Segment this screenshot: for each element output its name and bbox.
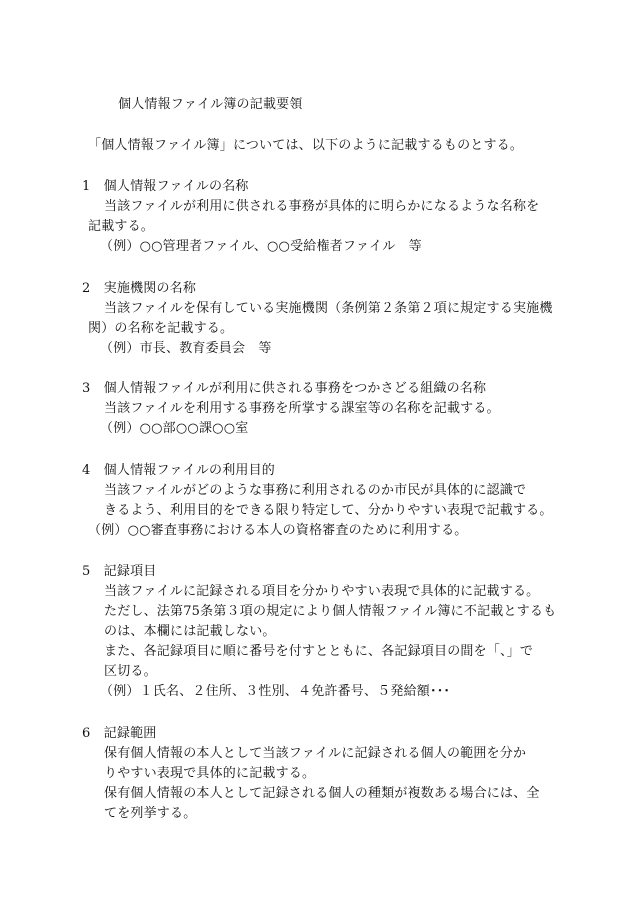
section-2-heading: 2 実施機関の名称 — [82, 281, 197, 296]
section-5-line-3: のは、本欄には記載しない。 — [104, 624, 276, 639]
section-3-example: （例）○○部○○課○○室 — [100, 421, 249, 436]
section-6-line-3: 保有個人情報の本人として記録される個人の種類が複数ある場合には、全 — [104, 786, 540, 801]
section-1-line-2: 記載する。 — [88, 219, 155, 234]
section-2-line-1: 当該ファイルを保有している実施機関（条例第２条第２項に規定する実施機 — [104, 301, 553, 316]
section-5-line-5: 区切る。 — [104, 664, 157, 679]
section-2-example: （例）市長、教育委員会 等 — [100, 341, 272, 356]
section-1-heading: 1 個人情報ファイルの名称 — [82, 179, 249, 194]
section-6-heading: 6 記録範囲 — [82, 726, 157, 741]
section-2-line-2: 関）の名称を記載する。 — [88, 321, 234, 336]
intro-text: 「個人情報ファイル簿」については、以下のように記載するものとする。 — [88, 138, 524, 153]
section-5-line-4: また、各記録項目に順に番号を付すとともに、各記録項目の間を「、」で — [104, 644, 534, 659]
section-5-line-1: 当該ファイルに記録される項目を分かりやすい表現で具体的に記載する。 — [104, 584, 540, 599]
section-4-line-2: きるよう、利用目的をできる限り特定して、分かりやすい表現で記載する。 — [104, 503, 553, 518]
section-6-line-4: てを列挙する。 — [104, 806, 197, 821]
section-4-example: （例）○○審査事務における本人の資格審査のために利用する。 — [88, 523, 468, 538]
document-title: 個人情報ファイル簿の記載要領 — [118, 97, 303, 112]
section-3-line-1: 当該ファイルを利用する事務を所掌する課室等の名称を記載する。 — [104, 401, 500, 416]
section-5-heading: 5 記録項目 — [82, 564, 157, 579]
section-4-heading: 4 個人情報ファイルの利用目的 — [82, 463, 276, 478]
section-4-line-1: 当該ファイルがどのような事務に利用されるのか市民が具体的に認識で — [104, 483, 527, 498]
section-5-example: （例）１氏名、２住所、３性別、４免許番号、５発給額･･･ — [100, 684, 451, 699]
section-5-line-2: ただし、法第75条第３項の規定により個人情報ファイル簿に不記載とするも — [104, 604, 557, 619]
section-1-example: （例）○○管理者ファイル、○○受給権者ファイル 等 — [100, 239, 422, 254]
section-6-line-2: りやすい表現で具体的に記載する。 — [104, 766, 316, 781]
section-1-line-1: 当該ファイルが利用に供される事務が具体的に明らかになるような名称を — [104, 199, 540, 214]
section-6-line-1: 保有個人情報の本人として当該ファイルに記録される個人の範囲を分か — [104, 746, 527, 761]
section-3-heading: 3 個人情報ファイルが利用に供される事務をつかさどる組織の名称 — [82, 381, 487, 396]
